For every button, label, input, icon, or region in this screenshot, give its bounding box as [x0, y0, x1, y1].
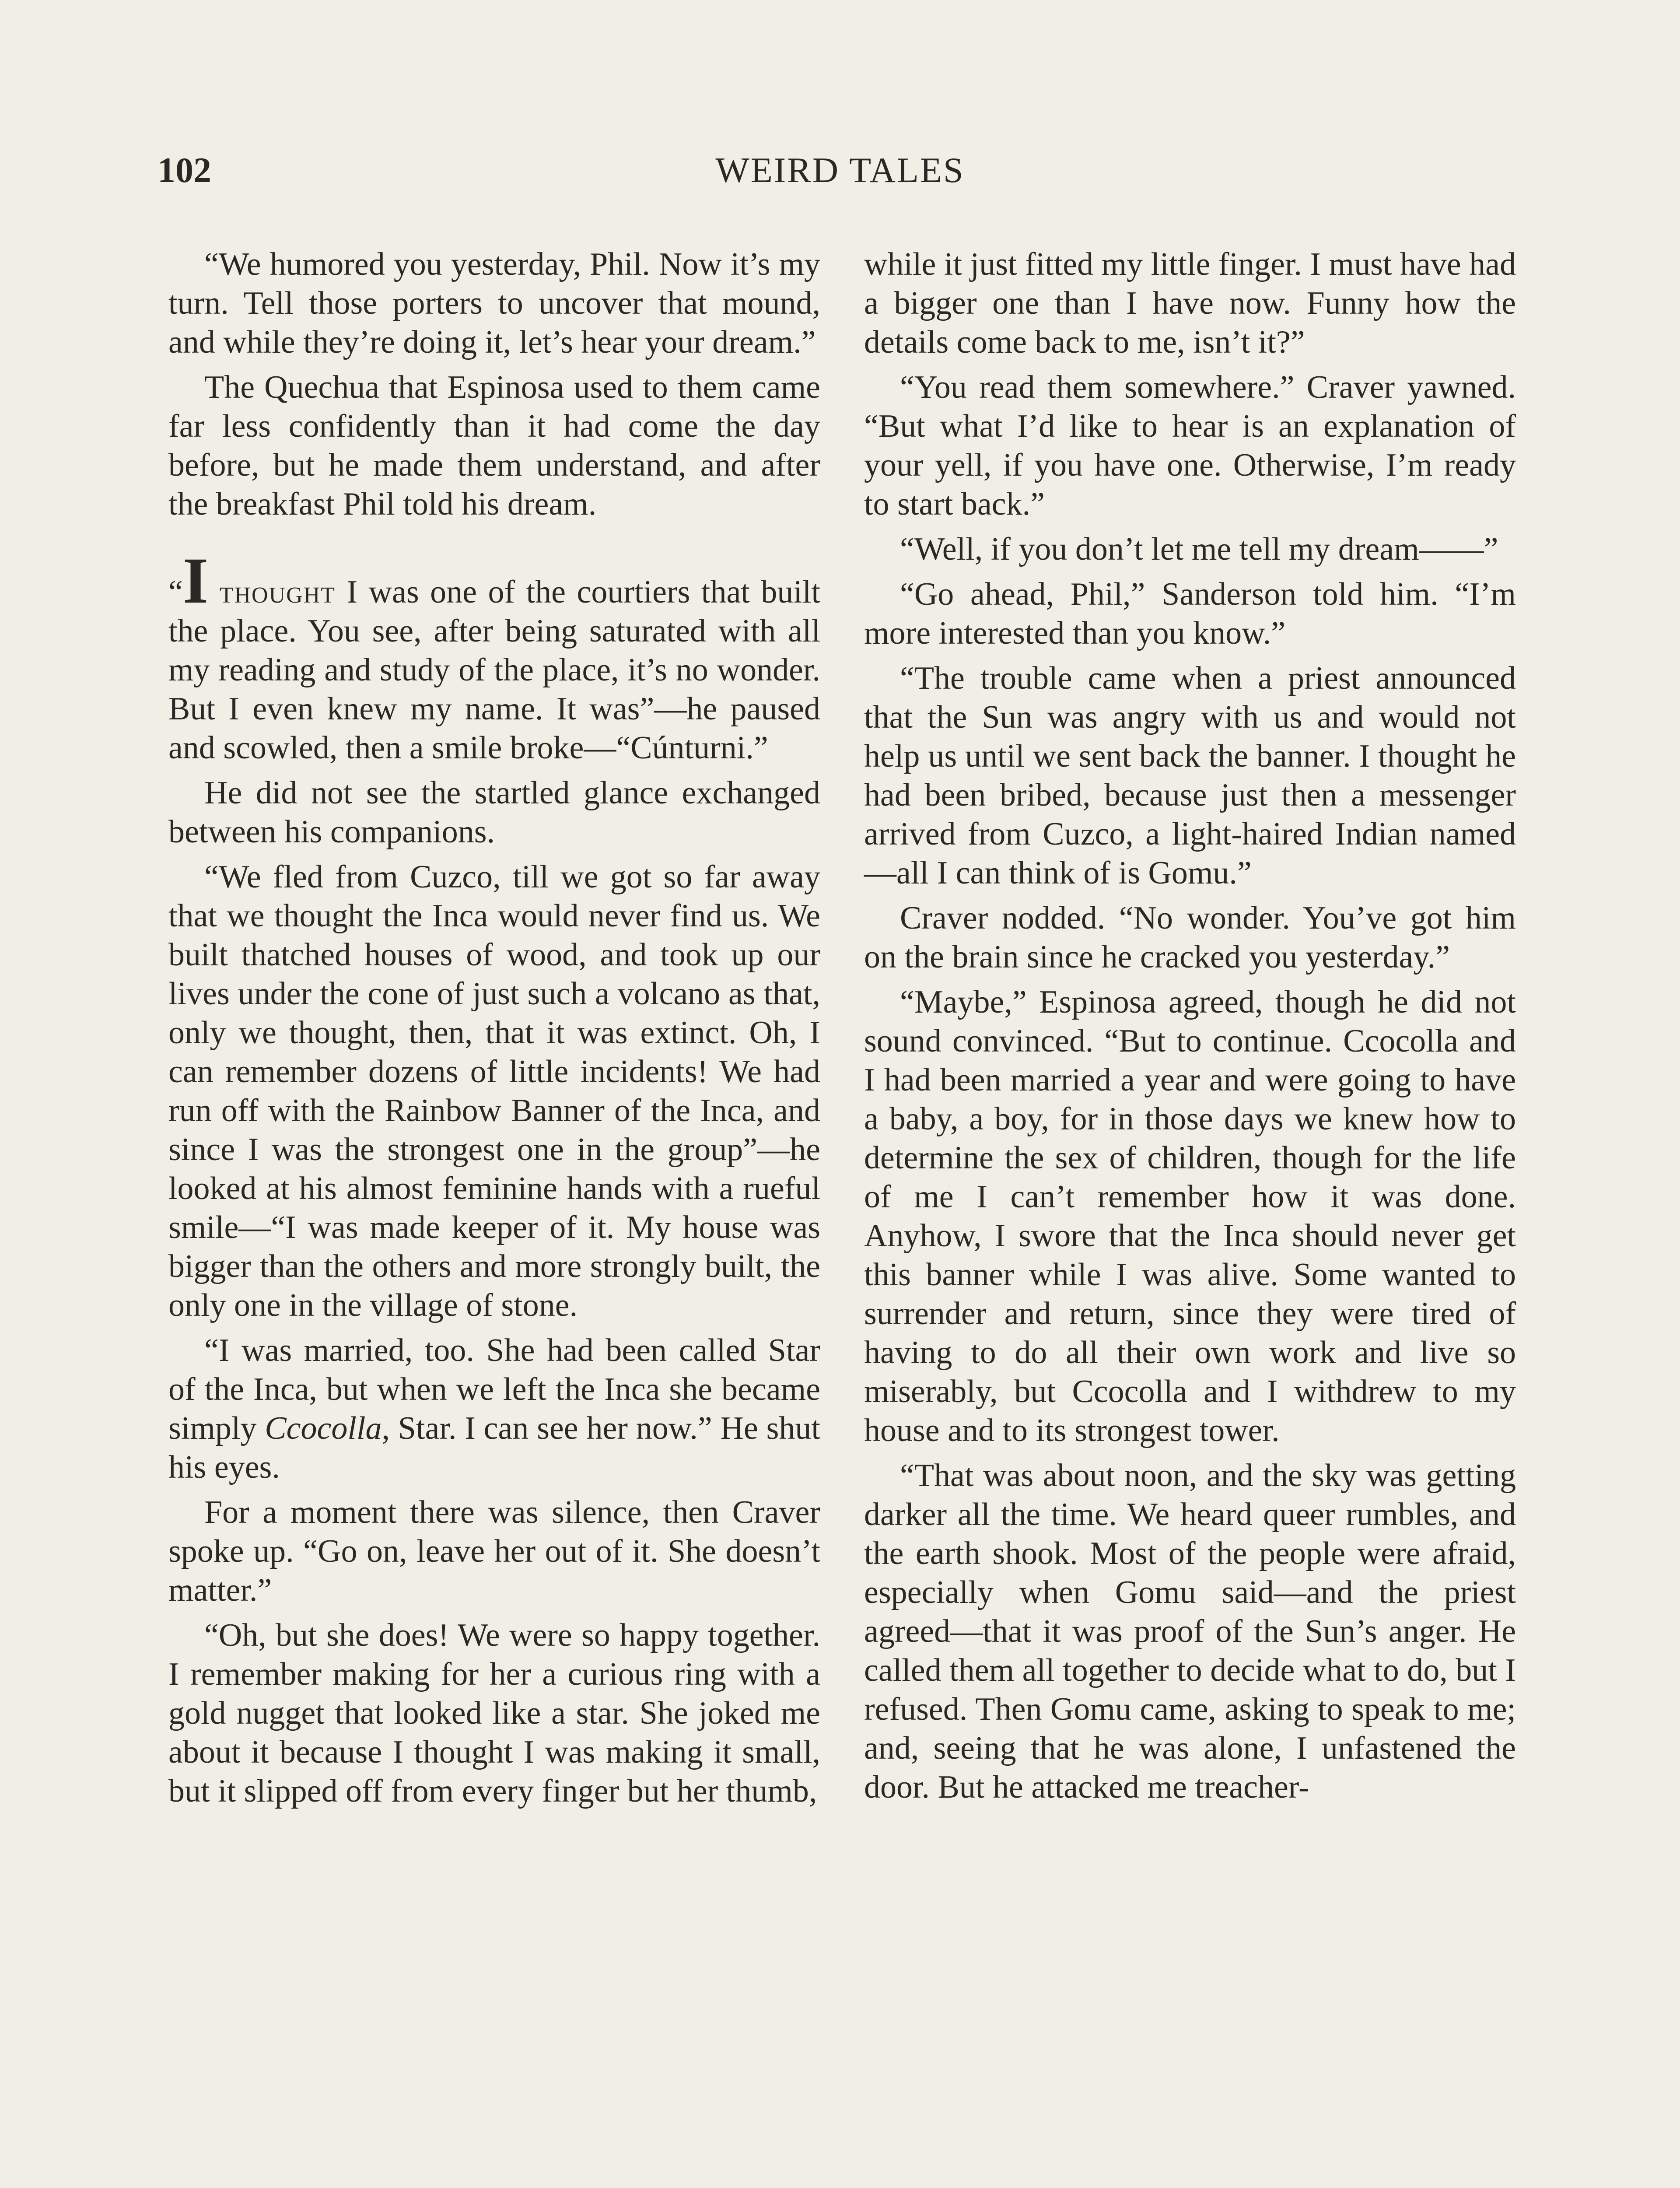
- paragraph-text: , Star. I can see her now.” He shut his eyes.: [168, 1410, 820, 1485]
- paragraph-text: I was one of the courtiers that built the place. You see, after being saturated with all my reading and study of the place, it’s no wonder. But I even knew my name. It was”—he paused and scowled, then a smile broke—“Cúnturni.”: [168, 574, 821, 766]
- section-start-paragraph: [168, 544, 821, 768]
- left-column: [168, 245, 820, 1817]
- drop-cap: I: [182, 544, 209, 617]
- paragraph: “Well, if you don’t let me tell my dream——”: [900, 531, 1498, 567]
- paragraph: “You read them somewhere.” Craver yawned. “But what I’d like to hear is an explanation of your yell, if you have one. Otherwise, I’m ready to start back.”: [864, 369, 1516, 522]
- italic-word: Ccocolla: [265, 1410, 382, 1446]
- paragraph: [168, 1331, 820, 1487]
- paragraph: “The trouble came when a priest announced that the Sun was angry with us and would not help us until we sent back the banner. I thought he had been bribed, because just then a messenger arrived from Cuzco, a light-haired Indian named—all I can think of is Gomu.”: [864, 660, 1516, 891]
- paragraph: Craver nodded. “No wonder. You’ve got him on the brain since he cracked you yesterday.”: [864, 900, 1516, 975]
- paragraph: “We fled from Cuzco, till we got so far away that we thought the Inca would never find us. We built thatched houses of wood, and took up our lives under the cone of just such a volcano as that, only we thought, then, that it was extinct. Oh, I can remember dozens of little incidents! We had run off with the Rainbow Banner of the Inca, and since I was the strongest one in the group”—he looked at his almost feminine hands with a rueful smile—“I was made keeper of it. My house was bigger than the others and more strongly built, the only one in the village of stone.: [168, 859, 820, 1323]
- paragraph: “Oh, but she does! We were so happy together. I remember making for her a curious ring with a gold nugget that looked like a star. She joked me about it because I thought I was making it small, but it slipped off from every finger but her thumb,: [168, 1617, 820, 1809]
- paragraph-text: “I was married, too. She had been called Star of the Inca, but when we left the Inca she became simply: [168, 1332, 820, 1446]
- running-head: WEIRD TALES: [715, 150, 965, 190]
- paragraph: For a moment there was silence, then Craver spoke up. “Go on, leave her out of it. She doesn’t matter.”: [168, 1494, 820, 1608]
- small-caps-word: thought: [219, 574, 336, 610]
- paragraph: “Go ahead, Phil,” Sanderson told him. “I’m more interested than you know.”: [864, 576, 1516, 651]
- paragraph: “We humored you yesterday, Phil. Now it’s my turn. Tell those porters to uncover that mound, and while they’re doing it, let’s hear your dream.”: [168, 246, 820, 360]
- paragraph: “That was about noon, and the sky was getting darker all the time. We heard queer rumbles, and the earth shook. Most of the people were afraid, especially when Gomu said—and the priest agreed—that it was proof of the Sun’s anger. He called them all together to decide what to do, but I refused. Then Gomu came, asking to speak to me; and, seeing that he was alone, I unfastened the door. But he attacked me treacher-: [864, 1458, 1516, 1805]
- paragraph: The Quechua that Espinosa used to them came far less confidently than it had come the day before, but he made them understand, and after the breakfast Phil told his dream.: [168, 369, 820, 522]
- paragraph: He did not see the startled glance exchanged between his companions.: [168, 775, 820, 850]
- page-number: 102: [158, 150, 211, 190]
- continued-paragraph: while it just fitted my little finger. I must have had a bigger one than I have now. Funny how the details come back to me, isn’t it?”: [864, 246, 1516, 360]
- paragraph: “Maybe,” Espinosa agreed, though he did not sound convinced. “But to continue. Ccocolla and I had been married a year and were going to have a baby, a boy, for in those days we knew how to determine the sex of children, though for the life of me I can’t remember how it was done. Anyhow, I swore that the Inca should never get this banner while I was alive. Some wanted to surrender and return, since they were tired of having to do all their own work and live so miserably, but Ccocolla and I withdrew to my house and to its strongest tower.: [864, 984, 1516, 1448]
- right-column: [864, 245, 1516, 1813]
- open-quote: “: [168, 574, 183, 610]
